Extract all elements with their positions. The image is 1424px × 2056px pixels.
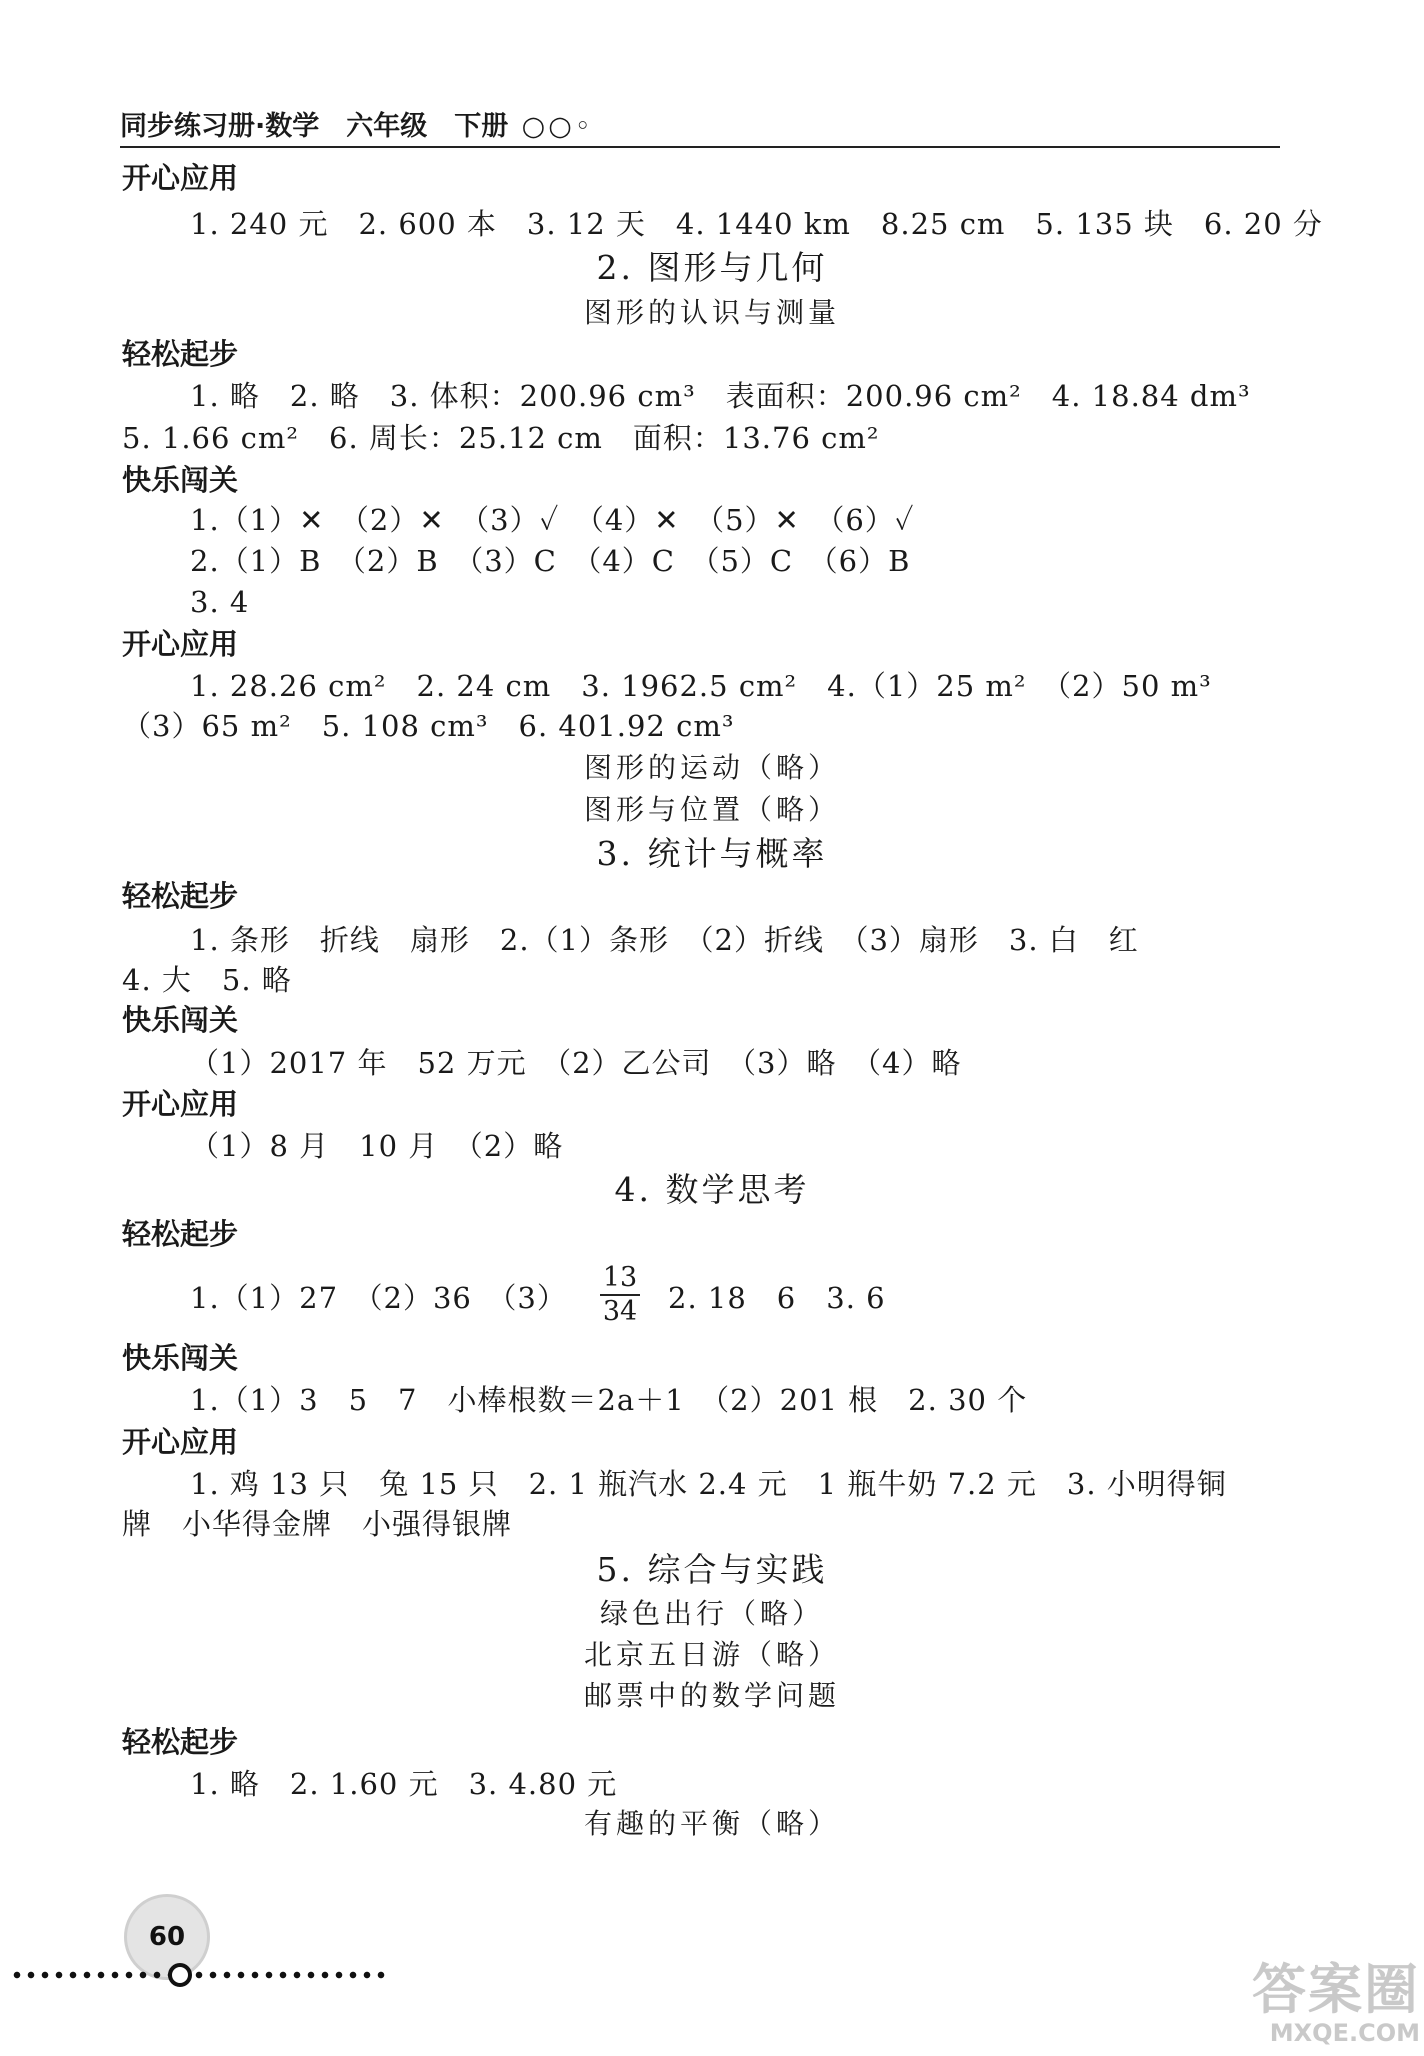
subsection-title: 图形的认识与测量 — [583, 296, 840, 329]
subsection-title: 图形与位置（略） — [583, 793, 840, 826]
subsection-title: 有趣的平衡（略） — [583, 1807, 840, 1840]
section-heading: 轻松起步 — [122, 879, 239, 913]
answer-line: （1）8 月 10 月 （2）略 — [190, 1129, 564, 1163]
answer-line: 1.（1）✕ （2）✕ （3）✓ （4）✕ （5）✕ （6）✓ — [190, 503, 915, 537]
chapter-title: 2. 图形与几何 — [596, 248, 828, 287]
section-heading: 轻松起步 — [122, 1725, 239, 1759]
header-dots: ○○◦ — [521, 111, 594, 142]
fraction-denominator: 34 — [602, 1296, 638, 1327]
answer-line: 2.（1）B （2）B （3）C （4）C （5）C （6）B — [190, 544, 911, 578]
answer-line: （3）65 m² 5. 108 cm³ 6. 401.92 cm³ — [122, 709, 735, 743]
section-heading: 快乐闯关 — [122, 1341, 239, 1375]
watermark — [1180, 1960, 1420, 2050]
section-heading: 开心应用 — [122, 1087, 239, 1121]
answer-line: 5. 1.66 cm² 6. 周长：25.12 cm 面积：13.76 cm² — [122, 421, 880, 455]
answer-line: 1. 鸡 13 只 兔 15 只 2. 1 瓶汽水 2.4 元 1 瓶牛奶 7.2 元 3. 小明得铜 — [190, 1467, 1227, 1501]
answer-line: 1. 条形 折线 扇形 2.（1）条形 （2）折线 （3）扇形 3. 白 红 — [190, 923, 1139, 957]
section-heading: 快乐闯关 — [122, 463, 239, 497]
fraction — [600, 1262, 640, 1328]
subsection-title: 北京五日游（略） — [583, 1638, 840, 1671]
subsection-title: 邮票中的数学问题 — [583, 1679, 840, 1712]
answer-line: 1. 略 2. 略 3. 体积：200.96 cm³ 表面积：200.96 cm² 4. 18.84 dm³ — [190, 379, 1251, 413]
section-heading: 开心应用 — [122, 1425, 239, 1459]
section-heading: 轻松起步 — [122, 337, 239, 371]
chapter-title: 4. 数学思考 — [614, 1170, 810, 1209]
watermark-site: MXQE.COM — [1269, 2019, 1420, 2047]
section-heading: 轻松起步 — [122, 1217, 239, 1251]
answer-line: 牌 小华得金牌 小强得银牌 — [122, 1507, 513, 1541]
subsection-title: 图形的运动（略） — [583, 751, 840, 784]
section-heading: 快乐闯关 — [122, 1003, 239, 1037]
answer-line: 1. 略 2. 1.60 元 3. 4.80 元 — [190, 1767, 618, 1801]
section-heading: 开心应用 — [122, 161, 239, 195]
page-number-badge: 60 — [124, 1894, 210, 1980]
fraction-numerator: 13 — [600, 1262, 640, 1296]
chapter-title: 3. 统计与概率 — [596, 834, 828, 873]
page-header — [120, 108, 1280, 148]
section-heading: 开心应用 — [122, 627, 239, 661]
answer-line: 1.（1）3 5 7 小棒根数＝2a＋1 （2）201 根 2. 30 个 — [190, 1383, 1028, 1417]
footer-dotted-rule — [10, 1968, 390, 1982]
answer-line: 1. 28.26 cm² 2. 24 cm 3. 1962.5 cm² 4.（1）25 m² （2）50 m³ — [190, 669, 1212, 703]
header-title: 同步练习册·数学 六年级 下册 — [120, 111, 509, 142]
answer-line: （1）2017 年 52 万元 （2）乙公司 （3）略 （4）略 — [190, 1046, 962, 1080]
subsection-title: 绿色出行（略） — [599, 1597, 824, 1630]
answer-line: 2. 18 6 3. 6 — [668, 1281, 886, 1315]
footer-ring-icon — [168, 1963, 192, 1987]
answer-line: 4. 大 5. 略 — [122, 963, 292, 997]
chapter-title: 5. 综合与实践 — [596, 1550, 828, 1589]
watermark-logo: 答案圈 — [1252, 1958, 1420, 2021]
answer-line: 3. 4 — [190, 585, 250, 619]
answer-line: 1.（1）27 （2）36 （3） — [190, 1281, 567, 1315]
answer-line: 1. 240 元 2. 600 本 3. 12 天 4. 1440 km 8.25 cm 5. 135 块 6. 20 分 — [190, 207, 1323, 241]
